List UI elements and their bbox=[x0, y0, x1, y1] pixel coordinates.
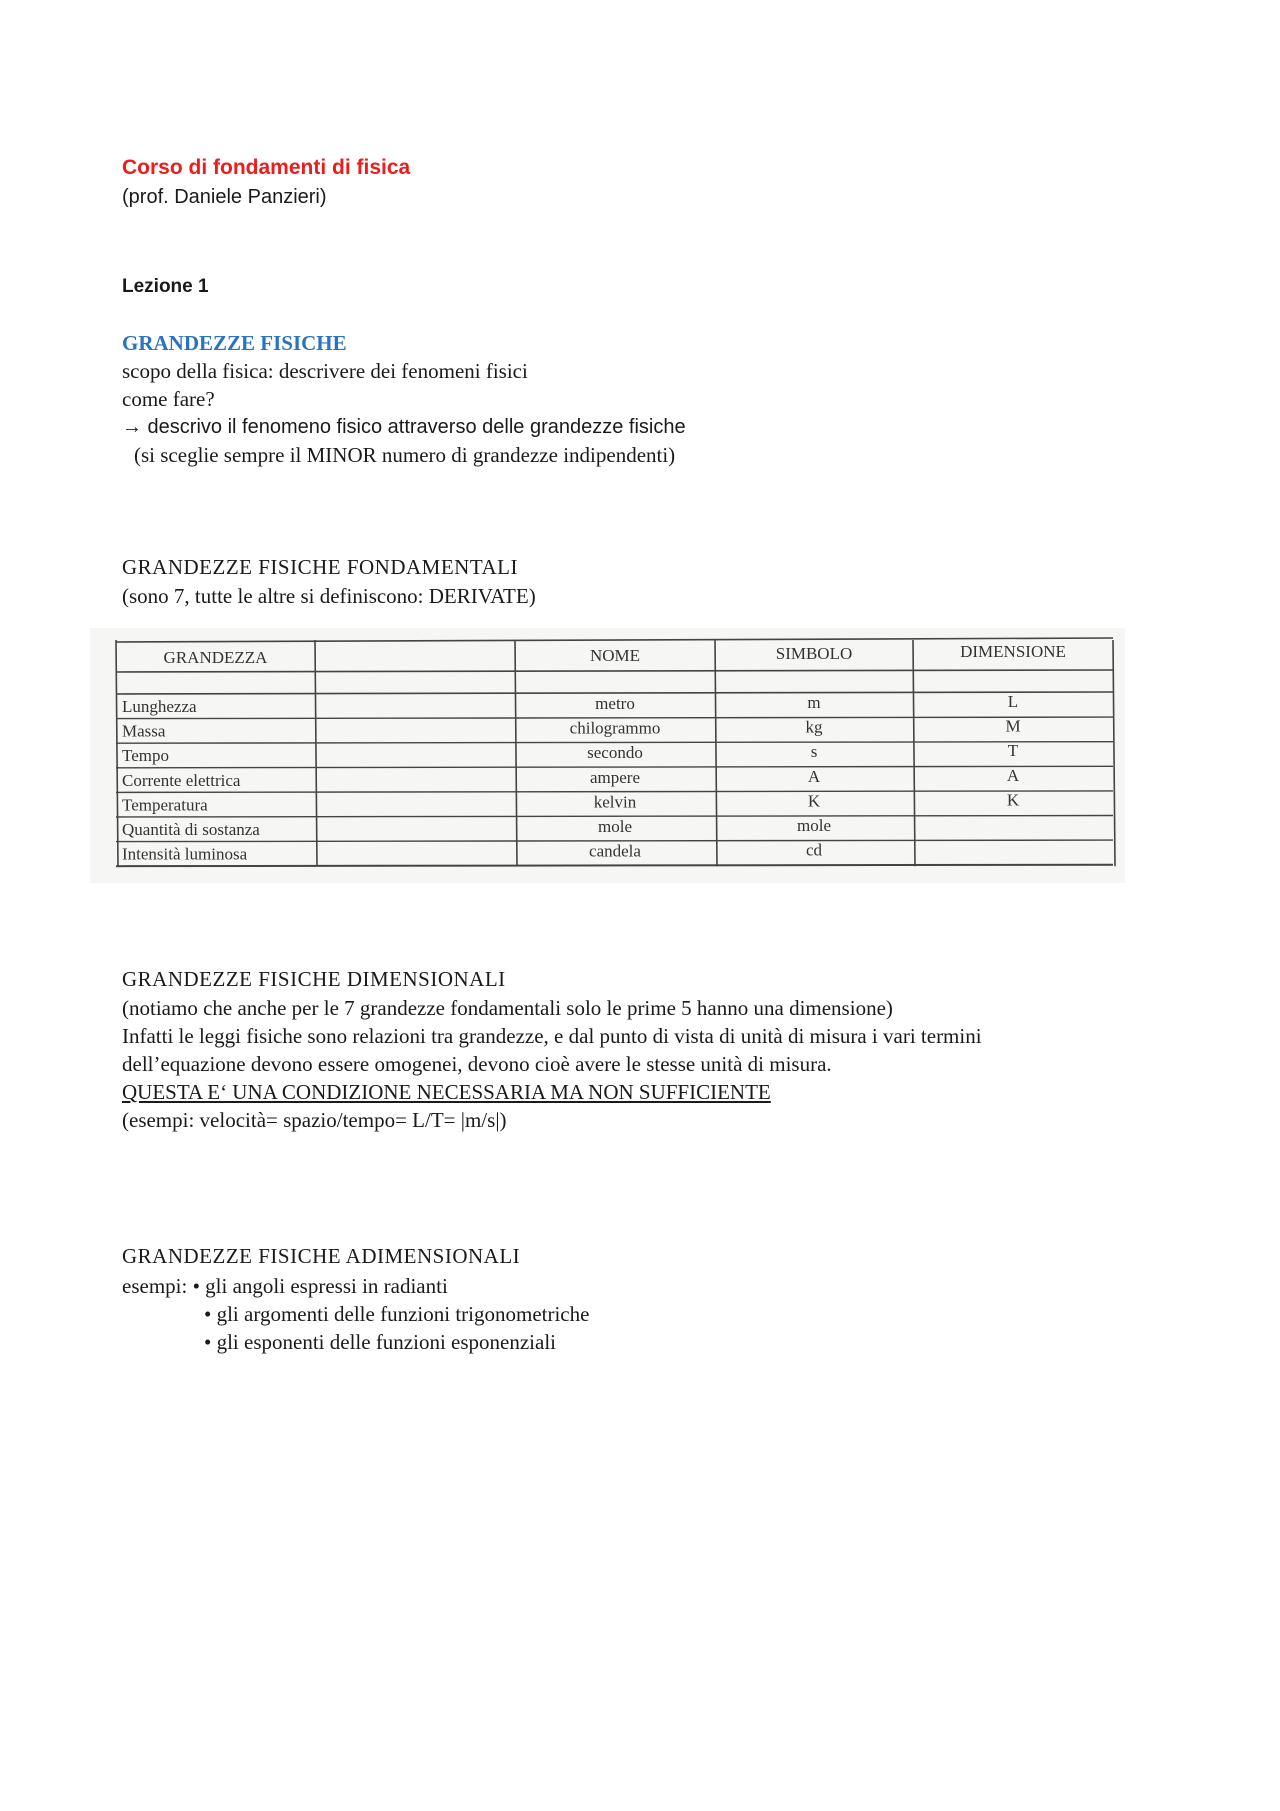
section-heading-dimensionali: GRANDEZZE FISICHE DIMENSIONALI bbox=[122, 967, 506, 991]
table-rule bbox=[116, 640, 118, 866]
paragraph-line: Infatti le leggi fisiche sono relazioni tra grandezze, e dal punto di vista di unità di misura i vari termini bbox=[122, 1024, 982, 1048]
paragraph-line: come fare? bbox=[122, 387, 215, 411]
examples-label: esempi: bbox=[122, 1274, 188, 1298]
examples-list bbox=[122, 1272, 589, 1356]
list-item bbox=[122, 1272, 589, 1300]
professor-line: (prof. Daniele Panzieri) bbox=[122, 186, 327, 208]
paragraph-line: (sono 7, tutte le altre si definiscono: DERIVATE) bbox=[122, 584, 536, 608]
table-cell-grandezza: Massa bbox=[122, 721, 166, 741]
list-item-text: • gli argomenti delle funzioni trigonometriche bbox=[204, 1302, 590, 1326]
section-heading-adimensionali: GRANDEZZE FISICHE ADIMENSIONALI bbox=[122, 1244, 521, 1268]
table-cell-nome: metro bbox=[595, 694, 635, 713]
table-cell-nome: chilogrammo bbox=[569, 718, 661, 738]
list-item bbox=[122, 1328, 589, 1356]
table-cell-nome: mole bbox=[598, 817, 632, 836]
table-cell-nome: kelvin bbox=[593, 792, 637, 812]
table-cell-grandezza: Lunghezza bbox=[122, 697, 197, 716]
paragraph-line: (notiamo che anche per le 7 grandezze fondamentali solo le prime 5 hanno una dimensione) bbox=[122, 996, 893, 1020]
fundamental-quantities-table-scan bbox=[90, 628, 1125, 883]
list-item-text: • gli angoli espressi in radianti bbox=[192, 1274, 448, 1298]
table-cell-nome: candela bbox=[589, 841, 641, 861]
table-cell-simbolo: mole bbox=[797, 816, 831, 835]
table-cell-dimensione: A bbox=[1006, 765, 1020, 785]
table-cell-simbolo: A bbox=[807, 766, 821, 786]
section-heading-grandezze: GRANDEZZE FISICHE bbox=[122, 331, 347, 355]
table-svg bbox=[90, 628, 1125, 883]
table-header: NOME bbox=[589, 646, 641, 665]
table-cell-nome: ampere bbox=[589, 767, 641, 787]
table-cell-grandezza: Intensità luminosa bbox=[122, 844, 248, 864]
table-rule bbox=[315, 640, 317, 866]
lesson-number: Lezione 1 bbox=[122, 276, 209, 297]
table-header: DIMENSIONE bbox=[960, 642, 1066, 661]
table-cell-dimensione: M bbox=[1005, 716, 1021, 736]
table-header: GRANDEZZA bbox=[163, 648, 268, 667]
paragraph-line-underlined: QUESTA E‘ UNA CONDIZIONE NECESSARIA MA NON SUFFICIENTE bbox=[122, 1080, 771, 1104]
table-cell-dimensione: T bbox=[1007, 741, 1019, 761]
paragraph-line: (si sceglie sempre il MINOR numero di grandezze indipendenti) bbox=[134, 443, 676, 467]
table-cell-grandezza: Temperatura bbox=[122, 795, 208, 815]
table-header: SIMBOLO bbox=[775, 644, 853, 663]
table-rule bbox=[116, 670, 1113, 672]
table-cell-dimensione: K bbox=[1006, 790, 1020, 810]
table-cell-nome: secondo bbox=[587, 743, 643, 763]
table-cell-grandezza: Corrente elettrica bbox=[122, 770, 241, 790]
paragraph-line: dell’equazione devono essere omogenei, devono cioè avere le stesse unità di misura. bbox=[122, 1052, 832, 1076]
table-cell-grandezza: Tempo bbox=[122, 746, 169, 766]
list-item bbox=[122, 1300, 589, 1328]
paragraph-line: scopo della fisica: descrivere dei fenomeni fisici bbox=[122, 359, 528, 383]
table-cell-simbolo: s bbox=[810, 742, 818, 762]
table-cell-simbolo: cd bbox=[805, 840, 823, 860]
list-item-text: • gli esponenti delle funzioni esponenziali bbox=[204, 1330, 557, 1354]
table-cell-simbolo: kg bbox=[805, 717, 823, 737]
course-title: Corso di fondamenti di fisica bbox=[122, 156, 411, 179]
table-cell-dimensione: L bbox=[1007, 692, 1019, 711]
paragraph-line: (esempi: velocità= spazio/tempo= L/T= |m/s|) bbox=[122, 1108, 507, 1132]
section-heading-fondamentali: GRANDEZZE FISICHE FONDAMENTALI bbox=[122, 555, 518, 579]
table-rule bbox=[715, 640, 717, 866]
table-cell-simbolo: K bbox=[807, 791, 821, 811]
table-cell-simbolo: m bbox=[807, 693, 821, 712]
table-rule bbox=[116, 865, 1113, 867]
table-rule bbox=[913, 640, 915, 866]
table-cell-grandezza: Quantità di sostanza bbox=[122, 820, 260, 839]
table-rule bbox=[1113, 640, 1115, 866]
table-rule bbox=[515, 640, 517, 866]
paragraph-line: → descrivo il fenomeno fisico attraverso delle grandezze fisiche bbox=[122, 416, 686, 438]
